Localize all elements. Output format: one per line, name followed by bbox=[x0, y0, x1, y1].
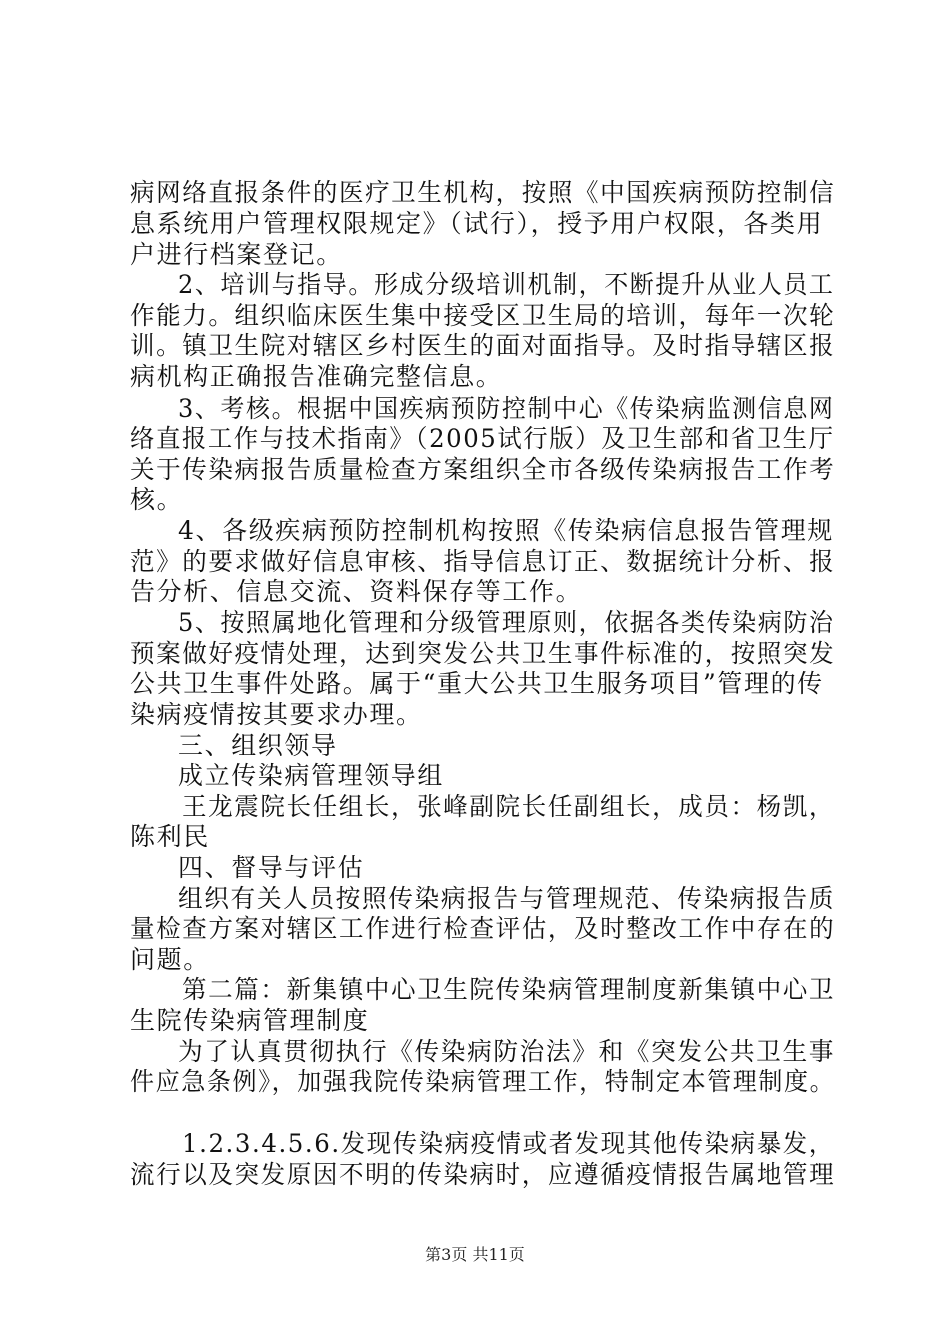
text-line: 量检查方案对辖区工作进行检查评估，及时整改工作中存在的 bbox=[130, 914, 836, 943]
text-line: 件应急条例》，加强我院传染病管理工作，特制定本管理制度。 bbox=[130, 1067, 836, 1096]
text-line: 病网络直报条件的医疗卫生机构，按照《中国疾病预防控制信 bbox=[130, 178, 836, 207]
text-line: 组织有关人员按照传染病报告与管理规范、传染病报告质 bbox=[178, 884, 836, 913]
text-line: 王龙震院长任组长，张峰副院长任副组长，成员：杨凯， bbox=[182, 792, 836, 821]
text-line: 1.2.3.4.5.6.发现传染病疫情或者发现其他传染病暴发， bbox=[182, 1129, 835, 1158]
text-line: 户进行档案登记。 bbox=[130, 240, 343, 269]
text-line: 络直报工作与技术指南》（2005试行版）及卫生部和省卫生厅 bbox=[130, 424, 835, 453]
text-line: 3、考核。根据中国疾病预防控制中心《传染病监测信息网 bbox=[178, 394, 835, 423]
text-line: 公共卫生事件处路。属于“重大公共卫生服务项目”管理的传 bbox=[130, 669, 824, 698]
text-line: 5、按照属地化管理和分级管理原则，依据各类传染病防治 bbox=[178, 608, 835, 637]
text-line: 息系统用户管理权限规定》（试行），授予用户权限，各类用 bbox=[130, 209, 824, 238]
text-line: 2、培训与指导。形成分级培训机制，不断提升从业人员工 bbox=[178, 270, 835, 299]
text-line: 为了认真贯彻执行《传染病防治法》和《突发公共卫生事 bbox=[178, 1037, 836, 1066]
section-heading: 四、督导与评估 bbox=[178, 853, 365, 882]
text-line: 关于传染病报告质量检查方案组织全市各级传染病报告工作考 bbox=[130, 455, 836, 484]
text-line: 4、各级疾病预防控制机构按照《传染病信息报告管理规 bbox=[178, 516, 834, 545]
text-line: 第二篇：新集镇中心卫生院传染病管理制度新集镇中心卫 bbox=[182, 975, 836, 1004]
text-line: 染病疫情按其要求办理。 bbox=[130, 700, 423, 729]
text-line: 训。镇卫生院对辖区乡村医生的面对面指导。及时指导辖区报 bbox=[130, 331, 836, 360]
text-line: 问题。 bbox=[130, 945, 210, 974]
text-line: 作能力。组织临床医生集中接受区卫生局的培训，每年一次轮 bbox=[130, 301, 836, 330]
text-line: 流行以及突发原因不明的传染病时，应遵循疫情报告属地管理 bbox=[130, 1160, 836, 1189]
text-line: 范》的要求做好信息审核、指导信息订正、数据统计分析、报 bbox=[130, 547, 836, 576]
text-line: 预案做好疫情处理，达到突发公共卫生事件标准的，按照突发 bbox=[130, 639, 836, 668]
text-line: 告分析、信息交流、资料保存等工作。 bbox=[130, 577, 583, 606]
text-line: 成立传染病管理领导组 bbox=[178, 761, 445, 790]
text-line: 核。 bbox=[130, 485, 184, 514]
text-line: 生院传染病管理制度 bbox=[130, 1006, 370, 1035]
page-number-footer: 第3页 共11页 bbox=[425, 1245, 525, 1264]
section-heading: 三、组织领导 bbox=[178, 731, 338, 760]
text-line: 病机构正确报告准确完整信息。 bbox=[130, 362, 503, 391]
text-line: 陈利民 bbox=[130, 822, 210, 851]
